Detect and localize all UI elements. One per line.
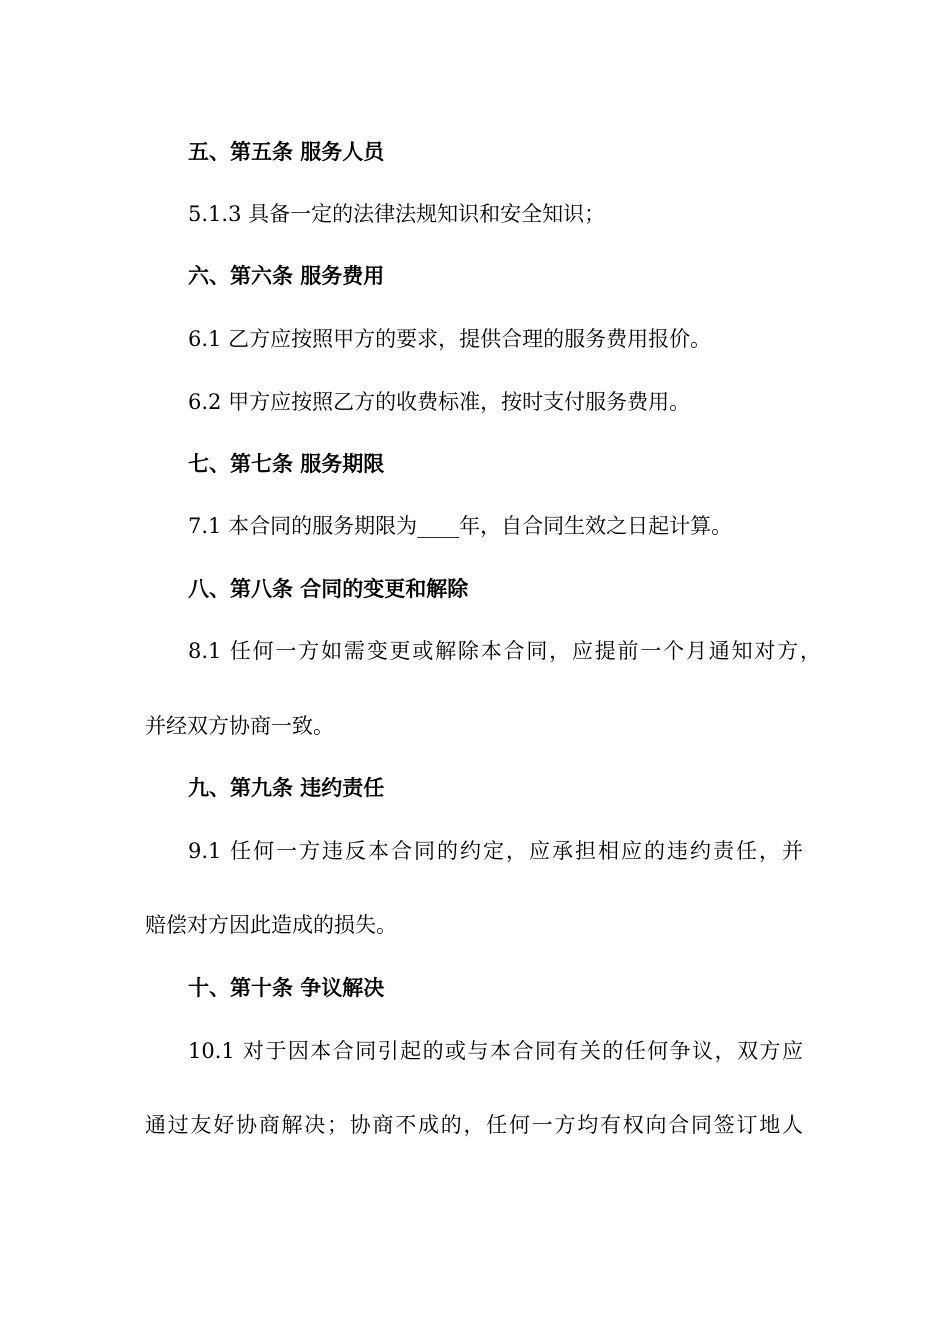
section-8-heading: 八、第八条 合同的变更和解除 [188, 577, 469, 601]
section-5-heading: 五、第五条 服务人员 [188, 140, 385, 164]
clause-8-1-line-1: 8.1 任何一方如需变更或解除本合同，应提前一个月通知对方， [188, 639, 821, 663]
section-9-heading: 九、第九条 违约责任 [188, 776, 385, 800]
clause-8-1-line-2: 并经双方协商一致。 [145, 714, 334, 738]
clause-9-1-line-2: 赔偿对方因此造成的损失。 [145, 913, 397, 937]
clause-10-1-line-1: 10.1 对于因本合同引起的或与本合同有关的任何争议，双方应 [188, 1039, 803, 1063]
clause-5-1-3: 5.1.3 具备一定的法律法规知识和安全知识； [188, 202, 606, 226]
section-7-heading: 七、第七条 服务期限 [188, 452, 385, 476]
clause-10-1-line-2: 通过友好协商解决；协商不成的，任何一方均有权向合同签订地人 [145, 1113, 803, 1137]
clause-6-1: 6.1 乙方应按照甲方的要求，提供合理的服务费用报价。 [188, 327, 712, 351]
section-10-heading: 十、第十条 争议解决 [188, 976, 385, 1000]
clause-6-2: 6.2 甲方应按照乙方的收费标准，按时支付服务费用。 [188, 390, 691, 414]
clause-9-1-line-1: 9.1 任何一方违反本合同的约定，应承担相应的违约责任，并 [188, 839, 803, 863]
clause-7-1: 7.1 本合同的服务期限为____年，自合同生效之日起计算。 [188, 514, 733, 538]
section-6-heading: 六、第六条 服务费用 [188, 264, 385, 288]
